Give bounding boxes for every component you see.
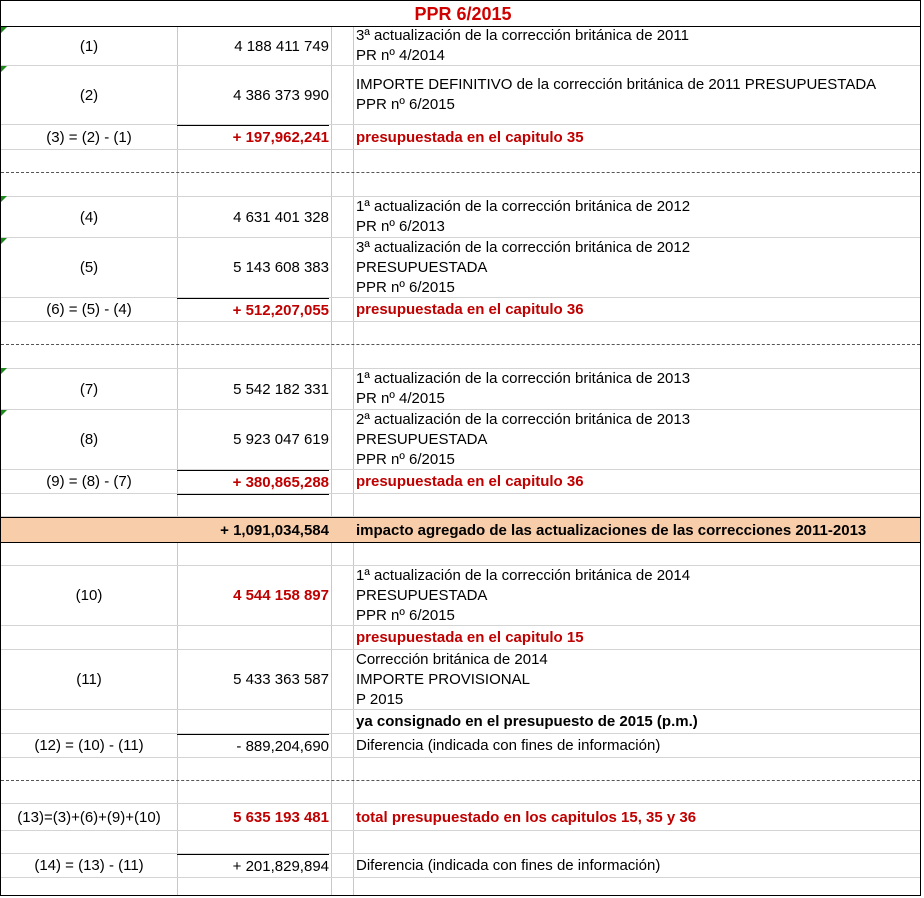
table-row: [1, 66, 920, 125]
table-row: [1, 410, 920, 470]
aggregate-value: + 1,091,034,584: [220, 521, 329, 539]
description-line: PRESUPUESTADA: [356, 258, 488, 276]
description-line: PRESUPUESTADA: [356, 586, 488, 604]
row-description: total presupuestado en los capitulos 15, 35 y 36: [356, 808, 697, 826]
row-value: + 380,865,288: [177, 470, 329, 493]
row-description: [356, 27, 916, 65]
row-description: presupuestada en el capitulo 36: [356, 473, 584, 490]
row-value: 4 188 411 749: [234, 37, 329, 55]
row-label: (7): [79, 380, 99, 398]
table-row: [1, 650, 920, 710]
sheet-title: PPR 6/2015: [414, 4, 512, 24]
row-description: presupuestada en el capitulo 36: [356, 301, 584, 318]
row-label: (9) = (8) - (7): [46, 473, 132, 490]
row-description: [356, 566, 916, 625]
description-line: 3ª actualización de la corrección británica de 2011: [356, 27, 689, 44]
row-label: (14) = (13) - (11): [34, 857, 144, 874]
row-label: (6) = (5) - (4): [46, 301, 132, 318]
row-value: 5 923 047 619: [233, 431, 329, 448]
spacer-row: [1, 494, 920, 517]
row-description: Diferencia (indicada con fines de información): [356, 857, 661, 874]
description-line: PRESUPUESTADA: [356, 430, 488, 448]
row-value: 4 544 158 897: [233, 587, 329, 604]
row-label: (2): [79, 86, 99, 104]
row-label: (3) = (2) - (1): [46, 128, 132, 146]
description-line: PPR nº 6/2015: [356, 278, 455, 296]
description-line: P 2015: [356, 690, 404, 708]
row-description: presupuestada en el capitulo 35: [356, 128, 584, 146]
row-description: [356, 369, 916, 409]
row-value: 5 143 608 383: [233, 259, 329, 276]
description-line: 1ª actualización de la corrección británica de 2013: [356, 370, 691, 387]
row-label: (11): [76, 671, 102, 688]
table-row: [1, 197, 920, 238]
table-row: [1, 470, 920, 494]
row-description: [356, 410, 916, 469]
row-description: [356, 197, 916, 237]
row-label: (10): [75, 587, 103, 604]
row-label: (4): [79, 208, 99, 226]
table-row: [1, 626, 920, 650]
description-line: IMPORTE DEFINITIVO de la corrección británica de 2011 PRESUPUESTADA: [356, 76, 877, 93]
table-row: [1, 734, 920, 758]
description-line: IMPORTE PROVISIONAL: [356, 670, 530, 688]
table-row: [1, 238, 920, 298]
description-line: PR nº 6/2013: [356, 218, 445, 235]
table-row: [1, 710, 920, 734]
table-row: [1, 298, 920, 322]
row-value: + 197,962,241: [177, 125, 329, 149]
description-line: PPR nº 6/2015: [356, 96, 455, 113]
row-description: [356, 66, 916, 124]
spacer-row: [1, 173, 920, 197]
table-row: [1, 566, 920, 626]
row-value: 4 386 373 990: [233, 86, 329, 104]
row-label: (1): [79, 37, 99, 55]
aggregate-row: [1, 517, 920, 543]
spacer-row: [1, 781, 920, 804]
spacer-row: [1, 150, 920, 173]
description-line: 1ª actualización de la corrección británica de 2012: [356, 198, 691, 215]
title-row: [1, 1, 920, 27]
spacer-row: [1, 831, 920, 854]
row-value: - 889,204,690: [177, 734, 329, 757]
row-value: 5 542 182 331: [233, 380, 329, 398]
row-label: (8): [79, 431, 99, 448]
table-row: [1, 27, 920, 66]
row-value: + 201,829,894: [177, 854, 329, 877]
row-note: presupuestada en el capitulo 15: [356, 629, 584, 646]
spacer-row: [1, 758, 920, 781]
row-description: Diferencia (indicada con fines de información): [356, 737, 661, 754]
description-line: 3ª actualización de la corrección británica de 2012: [356, 238, 691, 256]
spacer-row: [1, 322, 920, 345]
row-value: 4 631 401 328: [233, 208, 329, 226]
row-label: (13)=(3)+(6)+(9)+(10): [17, 808, 161, 826]
row-description: [356, 650, 916, 709]
description-line: 2ª actualización de la corrección británica de 2013: [356, 410, 691, 428]
row-value: 5 433 363 587: [233, 671, 329, 688]
aggregate-description: impacto agregado de las actualizaciones de las correcciones 2011-2013: [356, 521, 867, 539]
row-note: ya consignado en el presupuesto de 2015 (p.m.): [356, 713, 698, 730]
description-line: Corrección británica de 2014: [356, 650, 548, 668]
row-description: [356, 238, 916, 297]
sum-underline: [177, 494, 329, 516]
description-line: 1ª actualización de la corrección británica de 2014: [356, 566, 691, 584]
row-label: (5): [79, 259, 99, 276]
spacer-row: [1, 543, 920, 566]
description-line: PPR nº 6/2015: [356, 606, 455, 624]
row-value: + 512,207,055: [177, 298, 329, 321]
description-line: PR nº 4/2014: [356, 47, 445, 64]
table-row: [1, 125, 920, 150]
description-line: PPR nº 6/2015: [356, 450, 455, 468]
row-label: (12) = (10) - (11): [34, 737, 144, 754]
description-line: PR nº 4/2015: [356, 390, 445, 407]
spacer-row: [1, 345, 920, 369]
row-value: 5 635 193 481: [233, 808, 329, 826]
table-row: [1, 369, 920, 410]
table-row: [1, 804, 920, 831]
table-row: [1, 854, 920, 878]
